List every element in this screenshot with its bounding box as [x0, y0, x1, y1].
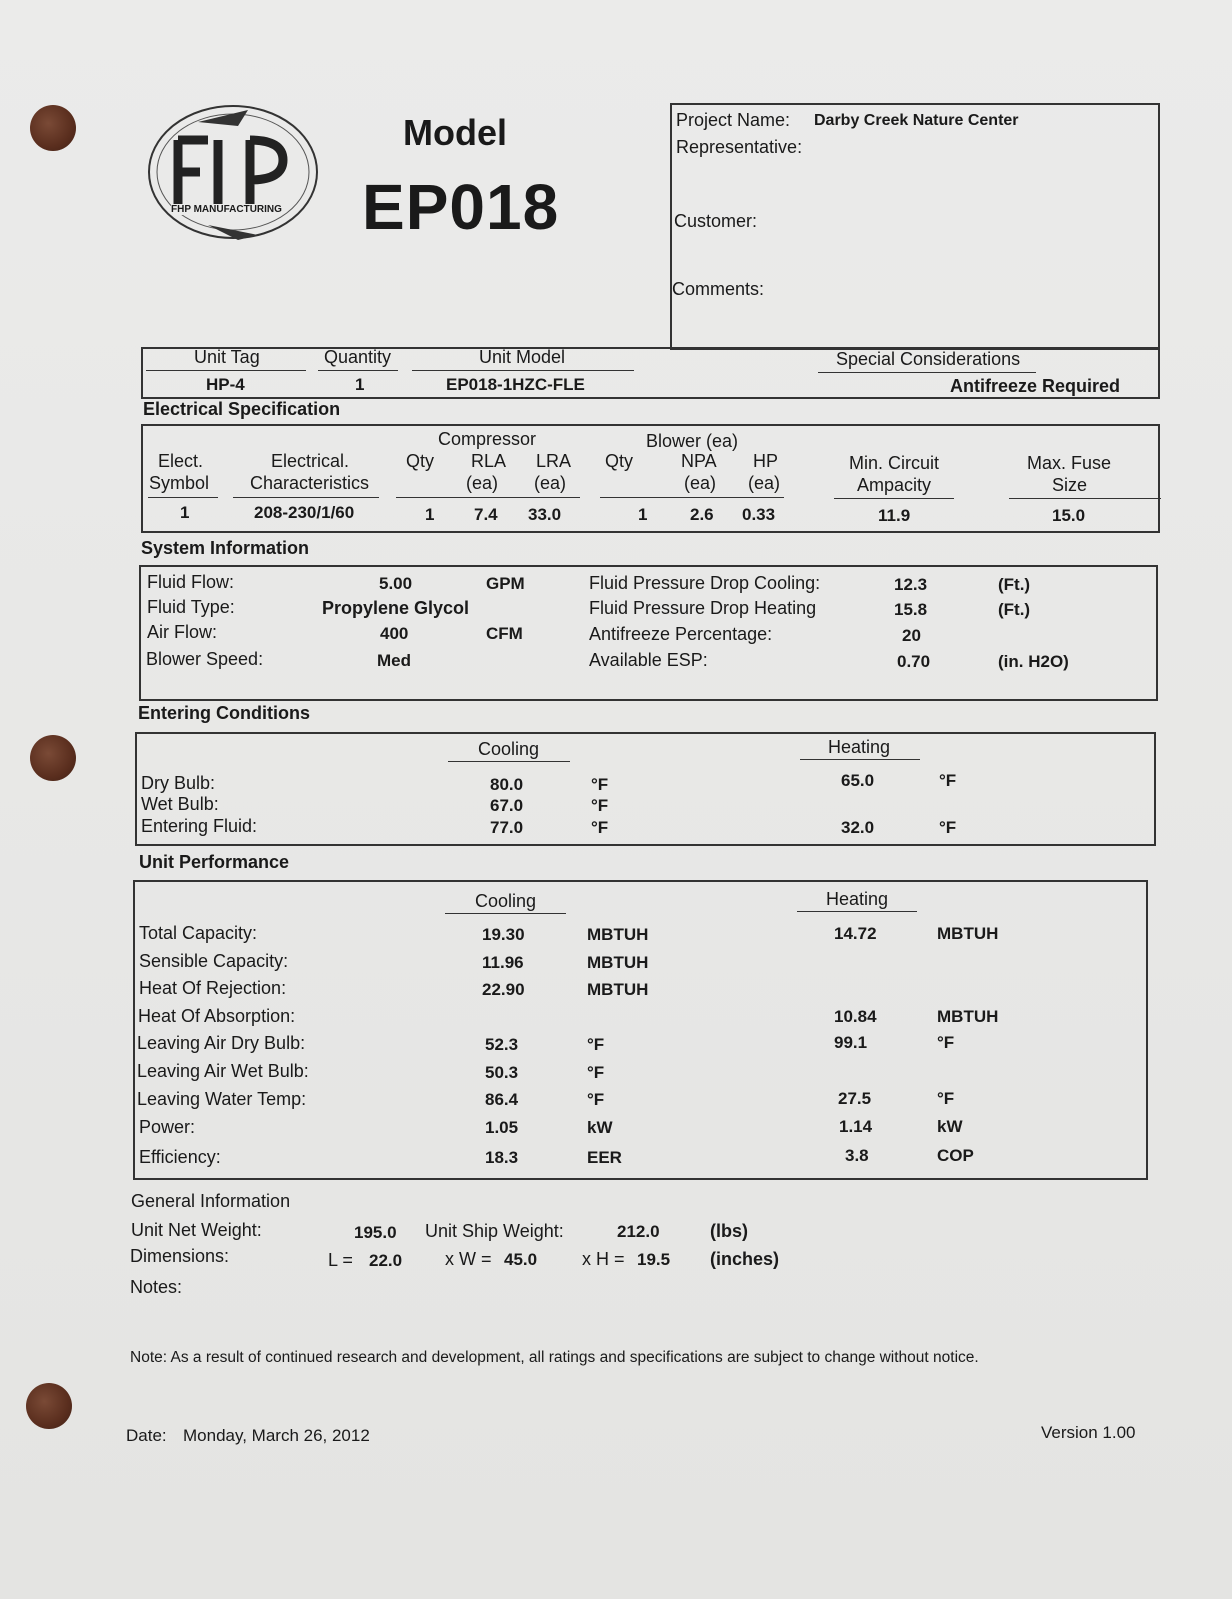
blower-qty-value: 1: [638, 505, 648, 524]
efficiency-heating-unit: COP: [937, 1146, 974, 1165]
binder-hole-bottom: [26, 1383, 72, 1429]
date-label: Date:: [126, 1426, 167, 1445]
blower-group-label: Blower (ea): [646, 431, 739, 451]
npa-value: 2.6: [690, 505, 714, 524]
compressor-group-label: Compressor: [438, 429, 537, 449]
special-considerations-value: Antifreeze Required: [950, 376, 1121, 396]
antifreeze-percentage-label: Antifreeze Percentage:: [589, 624, 773, 644]
header-rla-ea: (ea): [466, 473, 499, 493]
header-comp-qty: Qty: [406, 451, 435, 471]
unit-tag-label: Unit Tag: [194, 347, 260, 367]
date-value: Monday, March 26, 2012: [183, 1426, 370, 1445]
header-lra-ea: (ea): [534, 473, 567, 493]
efficiency-label: Efficiency:: [139, 1147, 221, 1167]
blower-speed-label: Blower Speed:: [146, 649, 264, 669]
heat-of-absorption-heating: 10.84: [834, 1007, 877, 1026]
special-considerations-label: Special Considerations: [836, 349, 1021, 369]
dry-bulb-heating-unit: °F: [939, 771, 957, 790]
weight-unit: (lbs): [710, 1221, 748, 1241]
quantity-value: 1: [355, 375, 365, 394]
efficiency-cooling: 18.3: [485, 1148, 519, 1167]
leaving-air-dry-bulb-cooling: 52.3: [485, 1035, 519, 1054]
air-flow-label: Air Flow:: [147, 622, 218, 642]
header-elect: Elect.: [158, 451, 204, 471]
leaving-air-dry-bulb-heating-unit: °F: [937, 1033, 955, 1052]
project-name-value: Darby Creek Nature Center: [814, 112, 1019, 129]
length-value: 22.0: [369, 1251, 403, 1270]
version-label: Version 1.00: [1041, 1423, 1136, 1442]
header-hp: HP: [753, 451, 779, 471]
fluid-flow-unit: GPM: [486, 574, 525, 593]
width-value: 45.0: [504, 1250, 538, 1269]
heat-of-rejection-cooling-unit: MBTUH: [587, 980, 649, 999]
header-size: Size: [1052, 475, 1088, 495]
model-label: Model: [403, 112, 507, 153]
dry-bulb-label: Dry Bulb:: [141, 773, 216, 793]
air-flow-unit: CFM: [486, 624, 523, 643]
leaving-air-wet-bulb-cooling: 50.3: [485, 1063, 519, 1082]
total-capacity-cooling-unit: MBTUH: [587, 925, 649, 944]
dimensions-unit: (inches): [710, 1249, 780, 1269]
length-label: L =: [328, 1250, 353, 1270]
customer-label: Customer:: [674, 211, 758, 231]
leaving-air-dry-bulb-cooling-unit: °F: [587, 1035, 605, 1054]
leaving-air-dry-bulb-label: Leaving Air Dry Bulb:: [137, 1033, 306, 1053]
model-number: EP018: [362, 171, 560, 243]
header-hp-ea: (ea): [748, 473, 781, 493]
leaving-air-wet-bulb-cooling-unit: °F: [587, 1063, 605, 1082]
header-npa-ea: (ea): [684, 473, 717, 493]
sensible-capacity-label: Sensible Capacity:: [139, 951, 289, 971]
representative-label: Representative:: [676, 137, 803, 157]
hp-value: 0.33: [742, 505, 776, 524]
dry-bulb-cooling-unit: °F: [591, 775, 609, 794]
header-max-fuse: Max. Fuse: [1027, 453, 1112, 473]
ship-weight-value: 212.0: [617, 1222, 660, 1241]
performance-section-title: Unit Performance: [139, 852, 290, 872]
leaving-air-wet-bulb-label: Leaving Air Wet Bulb:: [137, 1061, 309, 1081]
fluid-type-label: Fluid Type:: [147, 597, 235, 617]
sensible-capacity-cooling: 11.96: [482, 953, 524, 972]
pressure-drop-heating-label: Fluid Pressure Drop Heating: [589, 598, 817, 618]
unit-tag-value: HP-4: [206, 375, 245, 394]
pressure-drop-heating-unit: (Ft.): [998, 600, 1031, 619]
available-esp-value: 0.70: [897, 652, 931, 671]
rla-value: 7.4: [474, 505, 498, 524]
notes-label: Notes:: [130, 1277, 183, 1297]
total-capacity-heating-unit: MBTUH: [937, 924, 999, 943]
fhp-logo: [138, 100, 323, 248]
leaving-water-temp-label: Leaving Water Temp:: [137, 1089, 307, 1109]
disclaimer-note: Note: As a result of continued research and development, all ratings and specifications are subject to change without notice.: [130, 1349, 979, 1366]
wet-bulb-cooling-unit: °F: [591, 796, 609, 815]
heat-of-rejection-cooling: 22.90: [482, 980, 525, 999]
total-capacity-cooling: 19.30: [482, 925, 525, 944]
efficiency-cooling-unit: EER: [587, 1148, 622, 1167]
air-flow-value: 400: [380, 624, 409, 643]
comp-qty-value: 1: [425, 505, 435, 524]
header-rla: RLA: [471, 451, 507, 471]
project-name-label: Project Name:: [676, 110, 791, 130]
leaving-water-temp-heating: 27.5: [838, 1089, 872, 1108]
available-esp-unit: (in. H2O): [998, 652, 1069, 671]
power-heating-unit: kW: [937, 1117, 963, 1136]
width-label: x W =: [445, 1249, 492, 1269]
pressure-drop-cooling-label: Fluid Pressure Drop Cooling:: [589, 573, 821, 593]
power-cooling-unit: kW: [587, 1118, 613, 1137]
entering-fluid-heating-value: 32.0: [841, 818, 875, 837]
header-npa: NPA: [681, 451, 717, 471]
net-weight-label: Unit Net Weight:: [131, 1220, 262, 1240]
pressure-drop-heating-value: 15.8: [894, 600, 928, 619]
mca-value: 11.9: [878, 506, 911, 525]
binder-hole-middle: [30, 735, 76, 781]
entering-fluid-heating-unit: °F: [939, 818, 957, 837]
power-cooling: 1.05: [485, 1118, 519, 1137]
wet-bulb-cooling-value: 67.0: [490, 796, 524, 815]
header-electrical: Electrical.: [271, 451, 350, 471]
fhp-logo-icon: [138, 100, 323, 248]
heat-of-absorption-heating-unit: MBTUH: [937, 1007, 999, 1026]
dimensions-label: Dimensions:: [130, 1246, 230, 1266]
dry-bulb-cooling-value: 80.0: [490, 775, 524, 794]
entering-conditions-box: [135, 732, 1156, 846]
elect-symbol-value: 1: [180, 503, 190, 522]
electrical-section-title: Electrical Specification: [143, 399, 341, 419]
heat-of-absorption-label: Heat Of Absorption:: [138, 1006, 296, 1026]
blower-speed-value: Med: [377, 651, 411, 670]
unit-model-value: EP018-1HZC-FLE: [446, 375, 585, 394]
leaving-water-temp-cooling: 86.4: [485, 1090, 519, 1109]
pressure-drop-cooling-unit: (Ft.): [998, 575, 1031, 594]
system-section-title: System Information: [141, 538, 310, 558]
entering-fluid-label: Entering Fluid:: [141, 816, 258, 836]
net-weight-value: 195.0: [354, 1223, 397, 1242]
power-label: Power:: [139, 1117, 196, 1137]
entering-fluid-cooling-unit: °F: [591, 818, 609, 837]
entering-heating-header: Heating: [828, 737, 891, 757]
entering-fluid-cooling-value: 77.0: [490, 818, 524, 837]
binder-hole-top: [30, 105, 76, 151]
leaving-air-dry-bulb-heating: 99.1: [834, 1033, 868, 1052]
fluid-flow-value: 5.00: [379, 574, 413, 593]
pressure-drop-cooling-value: 12.3: [894, 575, 928, 594]
logo-text: FHP MANUFACTURING: [171, 204, 282, 215]
power-heating: 1.14: [839, 1117, 873, 1136]
height-value: 19.5: [637, 1250, 671, 1269]
efficiency-heating: 3.8: [845, 1146, 869, 1165]
general-section-title: General Information: [131, 1191, 291, 1211]
header-symbol: Symbol: [149, 473, 210, 493]
total-capacity-heating: 14.72: [834, 924, 877, 943]
heat-of-rejection-label: Heat Of Rejection:: [139, 978, 287, 998]
header-lra: LRA: [536, 451, 572, 471]
entering-cooling-header: Cooling: [478, 739, 540, 759]
header-min-circuit: Min. Circuit: [849, 453, 940, 473]
dry-bulb-heating-value: 65.0: [841, 771, 875, 790]
wet-bulb-label: Wet Bulb:: [141, 794, 219, 814]
fluid-flow-label: Fluid Flow:: [147, 572, 235, 592]
total-capacity-label: Total Capacity:: [139, 923, 258, 943]
height-label: x H =: [582, 1249, 625, 1269]
entering-section-title: Entering Conditions: [138, 703, 310, 723]
available-esp-label: Available ESP:: [589, 650, 708, 670]
performance-heating-header: Heating: [826, 889, 889, 909]
quantity-label: Quantity: [324, 347, 392, 367]
fuse-value: 15.0: [1052, 506, 1086, 525]
leaving-water-temp-cooling-unit: °F: [587, 1090, 605, 1109]
elect-characteristics-value: 208-230/1/60: [254, 503, 355, 522]
header-ampacity: Ampacity: [857, 475, 932, 495]
antifreeze-percentage-value: 20: [902, 626, 921, 645]
leaving-water-temp-heating-unit: °F: [937, 1089, 955, 1108]
unit-model-label: Unit Model: [479, 347, 566, 367]
sensible-capacity-cooling-unit: MBTUH: [587, 953, 649, 972]
comments-label: Comments:: [672, 279, 765, 299]
header-characteristics: Characteristics: [250, 473, 370, 493]
performance-cooling-header: Cooling: [475, 891, 537, 911]
lra-value: 33.0: [528, 505, 562, 524]
fluid-type-value: Propylene Glycol: [322, 598, 470, 618]
ship-weight-label: Unit Ship Weight:: [425, 1221, 564, 1241]
header-blower-qty: Qty: [605, 451, 634, 471]
